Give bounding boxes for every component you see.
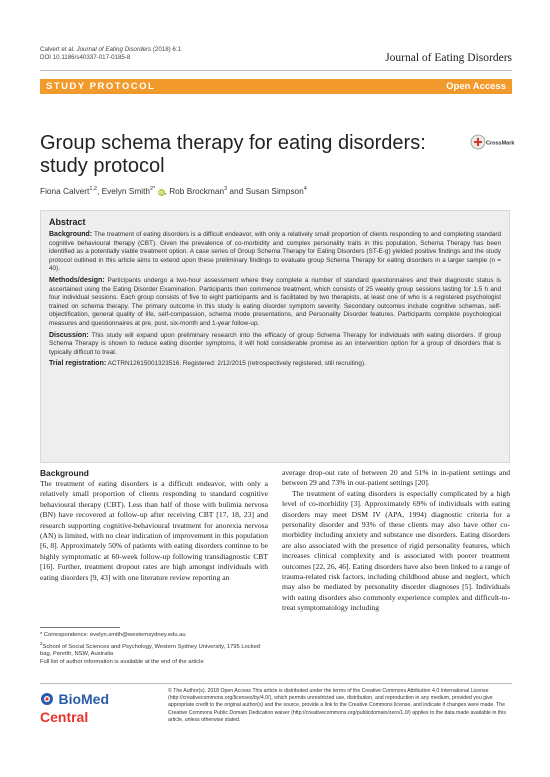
abstract-trial-registration [49,360,501,369]
header-divider [40,70,512,71]
abstract-discussion [49,332,501,358]
author-affiliation-sup: 1,2 [89,186,97,193]
open-access-label: Open Access [446,81,506,92]
article-type-label: STUDY PROTOCOL [46,81,156,92]
abstract-box [40,210,510,463]
affiliation-note [40,640,270,659]
orcid-icon[interactable]: iD [158,190,164,195]
body-paragraph: The treatment of eating disorders is a difficult endeavor, with only a relatively small proportion of clients responding to standard cognitive behavioural therapy (CBT). Less than half of those with bulimia nervosa (BN) have recovered at follow-up after receiving CBT [17, 18, 23] and research supporting cognitive-behavioural treatment for anorexia nervosa (AN) is limited, with no clear indication of improvement in this population [6, 8]. Approximately 50% of patients with eating disorders continue to be highly symptomatic at 60-week follow-up following transdiagnostic CBT [16]. Further, treatment dropout rates are high amongst individuals with eating disorders [9, 43] with one literature review reporting an [40,479,268,582]
body-paragraph: average drop-out rate of between 20 and 51% in in-patient settings and between 29 and 73% in out-patient settings [20]. [282,468,510,488]
section-text: This study will expand upon preliminary research into the efficacy of group Schema Therapy for individuals with eating disorders. If group Schema Therapy is shown to reduce eating disorder symptoms, it will hold considerable promise as an intervention option for a group of disorders that is typically difficult to treat. [49,331,501,356]
author-affiliation-sup: 4 [303,186,307,193]
crossmark-badge[interactable] [470,133,515,151]
author-list [40,186,307,196]
crossmark-icon [470,133,515,151]
section-label: Discussion: [49,331,89,339]
biomed-central-logo-icon [40,692,54,706]
author-separator: , [97,186,102,196]
journal-name: Journal of Eating Disorders [385,52,512,64]
author-name[interactable]: Susan Simpson [245,186,304,196]
author-separator: , [164,186,170,196]
author-affiliation-sup: 3 [224,186,228,193]
affiliation-text: School of Social Sciences and Psychology, Western Sydney University, 1795 Locked bag, Penrith, NSW, Australia [40,643,261,658]
article-type-banner [40,79,512,94]
citation-authors: Calvert et al. [40,46,75,53]
section-label: Background: [49,231,93,238]
footnotes [40,632,270,666]
article-title: Group schema therapy for eating disorders: study protocol [40,132,426,177]
section-text: The treatment of eating disorders is a difficult endeavor, with only a relatively small proportion of clients responding to and completing standard cognitive behavioural therapy (CBT). Given the prevalence of co-morbidity and complex personality traits in this population, Schema Therapy has been identified as a potentially viable treatment option. A case series of Group Schema Therapy for Eating Disorders (ST-E-g) yielded positive findings and the study protocol outlined in this article aims to extend upon these preliminary findings to evaluate group Schema Therapy for eating disorders in a larger sample (n = 40). [49,231,501,273]
biomed-central-logo [40,691,160,725]
author-name[interactable]: Fiona Calvert [40,186,90,196]
author-name[interactable]: Evelyn Smith [101,186,151,196]
footer-divider [40,683,512,684]
citation-journal: Journal of Eating Disorders [76,46,152,53]
author-separator: and [227,186,246,196]
section-text: Participants undergo a two-hour assessment where they complete a number of standard questionnaires and their diagnostic status is ascertained using the Eating Disorder Examination. Participants then commence treatment, which consists of 25 weekly group sessions lasting for 1.5 h and four individual sessions. Each group consists of five to eight participants and is facilitated by two therapists, at least one of who is a registered psychologist trained on schema therapy. The primary outcome in this study is eating disorder symptom severity. Secondary outcomes include cognitive schemas, self-objectification, general quality of life, self-compassion, schema mode presentations, and Personality Disorder features. Participants complete psychological measures and questionnaires at pre, post, six-month and 1-year follow-up. [49,276,501,327]
brand-part2: Central [40,709,89,725]
section-heading-background: Background [40,468,89,478]
affiliation-sup: 2 [40,640,43,646]
doi-link[interactable]: DOI 10.1186/s40337-017-0185-8 [40,54,131,61]
citation-line [40,46,181,54]
abstract-background [49,231,501,274]
crossmark-text: CrossMark [486,140,515,147]
author-affiliation-sup: 2* [150,186,156,193]
full-author-info-note: Full list of author information is available at the end of the article [40,658,204,665]
author-name[interactable]: Rob Brockman [169,186,225,196]
brand-part1: BioMed [58,691,110,707]
body-column-left [40,468,268,583]
citation-rest: (2018) 6:1 [151,46,182,53]
license-text: © The Author(s). 2018 Open Access This article is distributed under the terms of the Creative Commons Attribution 4.0 International License (http://creativecommons.org/licenses/by/4.0/), which permits unrestricted use, distribution, and reproduction in any medium, provided you give appropriate credit to the original author(s) and the source, provide a link to the Creative Commons license, and indicate if changes were made. The Creative Commons Public Domain Dedication waiver (http://creativecommons.org/publicdomain/zero/1.0/) applies to the data made available in this article, unless otherwise stated. [168,688,506,723]
body-column-right [282,468,510,614]
section-label: Trial registration: [49,360,107,368]
section-text: ACTRN12615001323516. Registered: 2/12/2015 (retrospectively registered, still recruiting). [106,360,366,368]
section-label: Methods/design: [49,276,105,284]
citation-block [40,46,181,62]
correspondence-email[interactable]: * Correspondence: evelyn.smith@westernsydney.edu.au [40,632,186,638]
body-paragraph: The treatment of eating disorders is especially complicated by a high level of co-morbidity [3]. Approximately 69% of individuals with eating disorders may meet DSM IV (APA, 1994) diagnostic criteria for a personality disorder and 93% of these clients may also have other co-morbidity including anxiety and substance use disorders. Eating disorders are also associated with the presence of rigid personality features, which increases clinical complexity and is associated with poorer treatment outcomes [22, 26, 46]. Eating disorders have also been linked to a range of trauma-related risk factors, including childhood abuse and neglect, which may also be mediated by personality disorder diagnoses [5]. Individuals with eating disorders also commonly experience complex and difficult-to-treat symptomatology including [282,488,510,613]
abstract-methods [49,277,501,329]
abstract-heading: Abstract [49,217,86,227]
footnote-divider [40,627,120,628]
